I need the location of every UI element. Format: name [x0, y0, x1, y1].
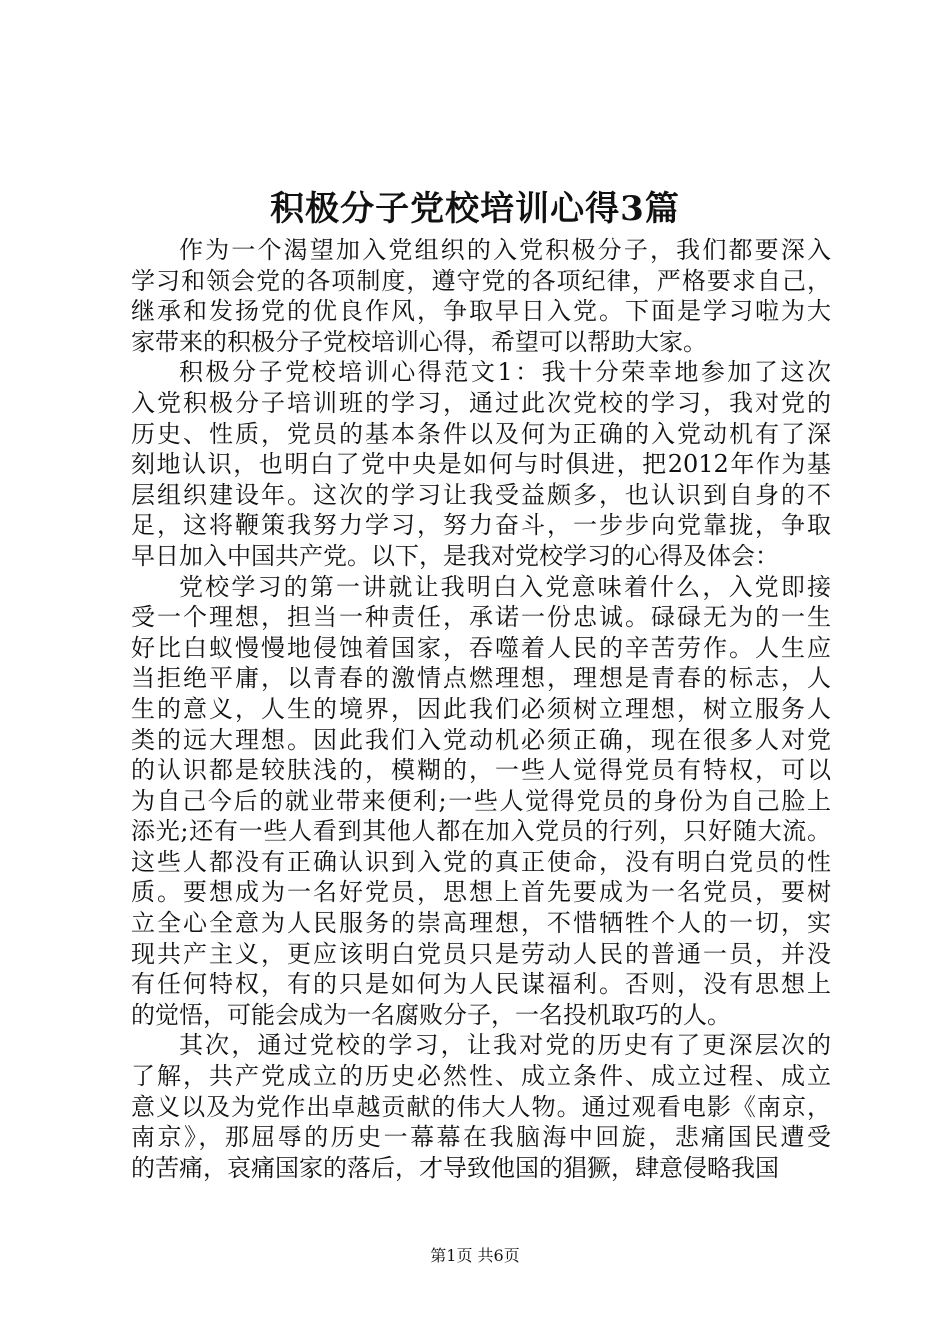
page-footer: 第1页 共6页 — [430, 1246, 520, 1265]
document-body — [131, 235, 831, 1183]
text-line: 类的远大理想。因此我们入党动机必须正确，现在很多人对党 — [131, 725, 831, 754]
text-line: 了解，共产党成立的历史必然性、成立条件、成立过程、成立 — [131, 1062, 831, 1091]
text-line: 历史、性质，党员的基本条件以及何为正确的入党动机有了深 — [131, 419, 831, 448]
text-line: 层组织建设年。这次的学习让我受益颇多，也认识到自身的不 — [131, 480, 831, 509]
paragraph — [131, 357, 831, 571]
text-line: 积极分子党校培训心得范文1：我十分荣幸地参加了这次 — [179, 358, 831, 387]
text-line: 为自己今后的就业带来便利;一些人觉得党员的身份为自己脸上 — [131, 786, 831, 815]
document-title: 积极分子党校培训心得3篇 — [270, 189, 680, 229]
paragraph — [131, 1030, 831, 1183]
text-line: 刻地认识，也明白了党中央是如何与时俱进，把2012年作为基 — [131, 450, 831, 479]
text-line: 当拒绝平庸，以青春的激情点燃理想，理想是青春的标志，人 — [131, 664, 831, 693]
text-line: 质。要想成为一名好党员，思想上首先要成为一名党员，要树 — [131, 878, 831, 907]
text-line: 的认识都是较肤浅的，模糊的，一些人觉得党员有特权，可以 — [131, 756, 831, 785]
text-line: 作为一个渴望加入党组织的入党积极分子，我们都要深入 — [179, 236, 831, 264]
text-line: 生的意义，人生的境界，因此我们必须树立理想，树立服务人 — [131, 694, 831, 723]
text-line: 学习和领会党的各项制度，遵守党的各项纪律，严格要求自己， — [131, 266, 831, 295]
text-line: 其次，通过党校的学习，让我对党的历史有了更深层次的 — [179, 1031, 831, 1060]
text-line: 添光;还有一些人看到其他人都在加入党员的行列，只好随大流。 — [131, 817, 831, 846]
paragraph — [131, 235, 831, 357]
text-line: 受一个理想，担当一种责任，承诺一份忠诚。碌碌无为的一生 — [131, 603, 831, 632]
text-line: 继承和发扬党的优良作风，争取早日入党。下面是学习啦为大 — [131, 297, 831, 326]
paragraph — [131, 572, 831, 1031]
text-line: 足，这将鞭策我努力学习，努力奋斗，一步步向党靠拢，争取 — [131, 511, 831, 540]
text-line: 立全心全意为人民服务的崇高理想，不惜牺牲个人的一切，实 — [131, 909, 831, 938]
text-line: 好比白蚁慢慢地侵蚀着国家，吞噬着人民的辛苦劳作。人生应 — [131, 633, 831, 662]
text-line: 这些人都没有正确认识到入党的真正使命，没有明白党员的性 — [131, 847, 831, 876]
text-line: 早日加入中国共产党。以下，是我对党校学习的心得及体会： — [131, 541, 779, 570]
text-line: 家带来的积极分子党校培训心得，希望可以帮助大家。 — [131, 327, 707, 356]
text-line: 现共产主义，更应该明白党员只是劳动人民的普通一员，并没 — [131, 939, 831, 968]
text-line: 党校学习的第一讲就让我明白入党意味着什么，入党即接 — [179, 572, 831, 601]
text-line: 的苦痛，哀痛国家的落后，才导致他国的猖獗，肆意侵略我国 — [131, 1153, 779, 1182]
text-line: 的觉悟，可能会成为一名腐败分子，一名投机取巧的人。 — [131, 1000, 731, 1029]
text-line: 入党积极分子培训班的学习，通过此次党校的学习，我对党的 — [131, 388, 831, 417]
text-line: 有任何特权，有的只是如何为人民谋福利。否则，没有思想上 — [131, 970, 831, 999]
text-line: 意义以及为党作出卓越贡献的伟大人物。通过观看电影《南京， — [131, 1092, 831, 1121]
text-line: 南京》，那屈辱的历史一幕幕在我脑海中回旋，悲痛国民遭受 — [131, 1123, 831, 1152]
